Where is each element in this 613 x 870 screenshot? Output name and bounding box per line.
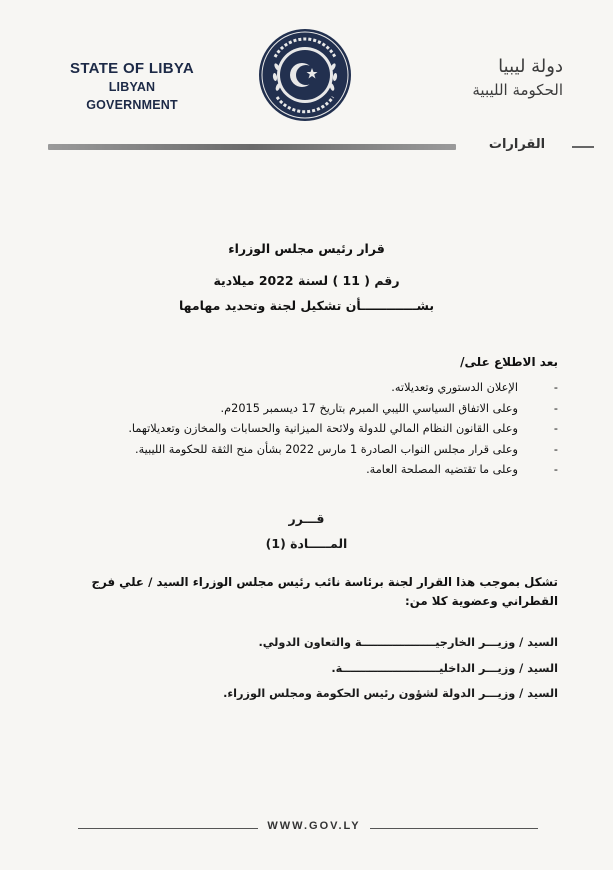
decree-subject: بشـــــــــــــأن تشكيل لجنة وتحديد مهامها bbox=[178, 298, 435, 313]
decided-heading: قـــرر bbox=[288, 511, 325, 526]
libyan-government-text: LIBYAN GOVERNMENT bbox=[86, 80, 178, 112]
references-list bbox=[38, 378, 558, 481]
state-of-libya-text: STATE OF LIBYA bbox=[70, 60, 194, 77]
header-divider bbox=[48, 144, 456, 150]
decree-title: قرار رئيس مجلس الوزراء bbox=[228, 241, 385, 256]
header-divider-short bbox=[572, 146, 594, 148]
list-item: -الإعلان الدستوري وتعديلاته. bbox=[391, 381, 558, 394]
list-item: -وعلى قرار مجلس النواب الصادرة 1 مارس 2022 بشأن منح الثقة للحكومة الليبية. bbox=[135, 442, 558, 456]
english-header bbox=[62, 60, 202, 114]
government-seal-icon bbox=[257, 27, 353, 123]
footer-divider-left bbox=[78, 828, 258, 829]
footer-divider-right bbox=[370, 828, 538, 829]
arabic-header bbox=[413, 55, 563, 101]
libyan-government-arabic: الحكومة الليبية bbox=[472, 81, 563, 99]
list-item: السيد / وزيـــر الخارجيـــــــــــــــــــة والتعاون الدولي. bbox=[258, 636, 558, 649]
after-review-heading: بعد الاطلاع على/ bbox=[460, 355, 558, 369]
state-of-libya-arabic: دولة ليبيا bbox=[498, 56, 563, 77]
decisions-label: القرارات bbox=[488, 137, 546, 152]
list-item: السيد / وزيـــر الدولة لشؤون رئيس الحكومة ومجلس الوزراء. bbox=[223, 687, 558, 700]
article-heading: المـــــادة (1) bbox=[265, 536, 348, 551]
decree-number: رقم ( 11 ) لسنة 2022 ميلادية bbox=[213, 273, 400, 288]
list-item: -وعلى الاتفاق السياسي الليبي المبرم بتاريخ 17 ديسمبر 2015م. bbox=[220, 401, 558, 415]
committee-members-list bbox=[43, 630, 558, 707]
list-item: -وعلى ما تقتضيه المصلحة العامة. bbox=[366, 463, 558, 476]
list-item: -وعلى القانون النظام المالي للدولة ولائحة الميزانية والحسابات والمخازن وتعديلاتهما. bbox=[128, 422, 558, 435]
article-text: تشكل بموجب هذا القرار لجنة برئاسة نائب رئيس مجلس الوزراء السيد / علي فرج القطراني وعضوية كلا من: bbox=[91, 575, 558, 608]
footer-website: WWW.GOV.LY bbox=[267, 820, 361, 832]
list-item: السيد / وزيـــر الداخليـــــــــــــــــــــــــة. bbox=[331, 661, 558, 675]
